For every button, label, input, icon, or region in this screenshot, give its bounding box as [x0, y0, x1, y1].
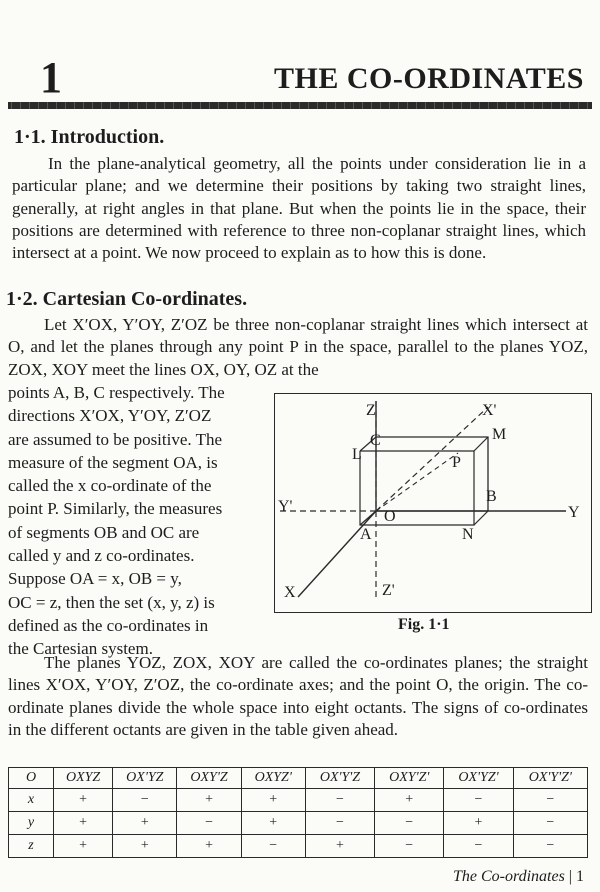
- box-edge-m: [474, 437, 488, 451]
- label-l: L: [352, 446, 362, 463]
- cartesian-paragraph-left: [8, 381, 268, 661]
- table-header-cell: OXY'Z: [177, 768, 241, 789]
- sign-cell: −: [305, 812, 374, 835]
- sign-cell: +: [177, 835, 241, 858]
- chapter-rule: [8, 102, 592, 109]
- page-number: 1: [576, 868, 584, 885]
- chapter-number: 1: [40, 53, 62, 102]
- text-line: measure of the segment OA, is: [8, 452, 218, 472]
- row-label: x: [9, 789, 54, 812]
- section-heading-cartesian: 1·2. Cartesian Co-ordinates.: [6, 288, 248, 310]
- sign-cell: −: [241, 835, 305, 858]
- row-label: y: [9, 812, 54, 835]
- table-row: [9, 835, 588, 858]
- table-header-cell: O: [9, 768, 54, 789]
- table-header-cell: OX'Y'Z: [305, 768, 374, 789]
- sign-cell: −: [375, 835, 444, 858]
- octant-signs-table: [8, 767, 588, 858]
- table-header-cell: OX'Y'Z': [513, 768, 587, 789]
- sign-cell: +: [177, 789, 241, 812]
- text-line: points A, B, C respectively. The: [8, 383, 225, 402]
- table-header-cell: OXY'Z': [375, 768, 444, 789]
- sign-cell: −: [177, 812, 241, 835]
- text-line: called the x co-ordinate of the: [8, 476, 212, 496]
- text-line: OC = z, then the set (x, y, z) is: [8, 592, 215, 612]
- label-o: O: [384, 508, 396, 525]
- footer-separator: |: [568, 868, 572, 885]
- table-header-row: [9, 768, 588, 789]
- text-line: defined as the co-ordinates in: [8, 615, 209, 635]
- cartesian-paragraph-bottom: The planes YOZ, ZOX, XOY are called the co-ordinates planes; the straight lines X′OX, Y′OY, Z′OZ, the co-ordinate axes; and the point O, the origin. The co-ordinate planes divide the whole space into eight octants. The signs of co-ordinates in the different octants are given in the table given ahead.: [8, 653, 588, 739]
- sign-cell: −: [113, 789, 177, 812]
- table-row: [9, 789, 588, 812]
- sign-cell: +: [113, 835, 177, 858]
- table-header-cell: OX'YZ: [113, 768, 177, 789]
- text-line: called y and z co-ordinates.: [8, 546, 195, 566]
- sign-cell: −: [444, 835, 513, 858]
- figure-frame: [275, 394, 592, 613]
- label-x-prime: X': [482, 402, 497, 419]
- label-x: X: [284, 584, 296, 601]
- page-footer: [453, 868, 584, 886]
- sign-cell: −: [444, 789, 513, 812]
- table-header-cell: OXYZ': [241, 768, 305, 789]
- diagonal-op: [376, 453, 458, 511]
- coordinate-figure: [274, 393, 592, 613]
- text-line: point P. Similarly, the measures: [8, 499, 223, 519]
- figure-caption: Fig. 1·1: [398, 616, 450, 633]
- text-line: Suppose OA = x, OB = y,: [8, 569, 182, 589]
- sign-cell: +: [54, 835, 113, 858]
- footer-title: The Co-ordinates: [452, 868, 565, 885]
- introduction-paragraph: In the plane-analytical geometry, all the points under consideration lie in a particular plane; and we determine their positions by taking two straight lines, generally, at right angles in that plane. But when the points lie in the space, their positions are determined with reference to three non-coplanar straight lines, which intersect at a point. We now proceed to explain as to how this is done.: [12, 154, 586, 263]
- chapter-title: THE CO-ORDINATES: [274, 62, 584, 95]
- sign-cell: −: [513, 835, 587, 858]
- x-axis: [298, 511, 376, 597]
- box-edge-n: [474, 511, 488, 525]
- sign-cell: +: [54, 812, 113, 835]
- sign-cell: +: [375, 789, 444, 812]
- label-m: M: [492, 426, 507, 443]
- table-header-cell: OX'YZ': [444, 768, 513, 789]
- sign-cell: +: [305, 835, 374, 858]
- table-row: [9, 812, 588, 835]
- sign-cell: +: [113, 812, 177, 835]
- text-line: of segments OB and OC are: [8, 522, 200, 542]
- table-header-cell: OXYZ: [54, 768, 113, 789]
- box-front-edges: [376, 437, 488, 511]
- sign-cell: +: [241, 812, 305, 835]
- text-line: are assumed to be positive. The: [8, 429, 223, 449]
- sign-cell: −: [375, 812, 444, 835]
- text-line: directions X′OX, Y′OY, Z′OZ: [8, 406, 212, 426]
- label-b: B: [486, 488, 497, 505]
- cartesian-paragraph-top: Let X′OX, Y′OY, Z′OZ be three non-coplanar straight lines which intersect at O, and let the planes through any point P in the space, parallel to the planes YOZ, ZOX, XOY meet the lines OX, OY, OZ at the: [8, 315, 588, 379]
- label-z: Z: [366, 402, 376, 419]
- sign-cell: +: [444, 812, 513, 835]
- label-a: A: [360, 526, 372, 543]
- row-label: z: [9, 835, 54, 858]
- sign-cell: −: [513, 812, 587, 835]
- sign-cell: −: [305, 789, 374, 812]
- sign-cell: −: [513, 789, 587, 812]
- box-edge-a: [360, 511, 376, 525]
- sign-cell: +: [241, 789, 305, 812]
- section-heading-introduction: 1·1. Introduction.: [14, 126, 165, 148]
- text-line: the Cartesian system.: [8, 639, 153, 659]
- label-z-prime: Z': [382, 582, 395, 599]
- x-prime-axis: [376, 407, 488, 511]
- label-y-prime: Y': [278, 498, 293, 515]
- label-p: P: [452, 454, 461, 471]
- label-y: Y: [568, 504, 580, 521]
- label-c: C: [370, 432, 381, 449]
- label-n: N: [462, 526, 474, 543]
- sign-cell: +: [54, 789, 113, 812]
